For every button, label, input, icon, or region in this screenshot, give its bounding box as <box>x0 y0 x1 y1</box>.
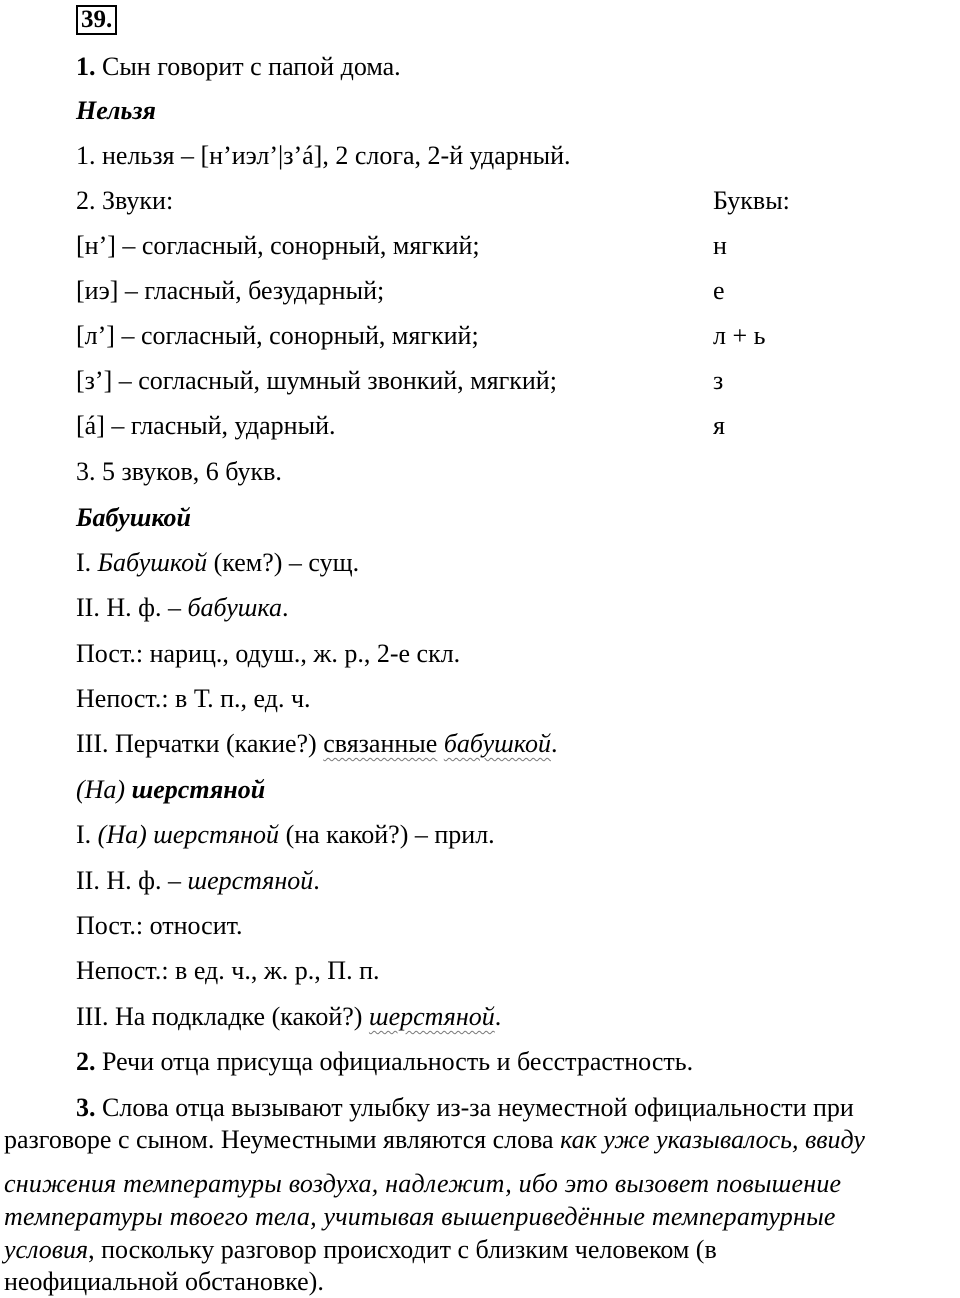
word-1-transcription: 1. нельзя – [н’иэл’|з’á], 2 слога, 2-й ударный. <box>76 141 571 170</box>
letters-label: Буквы: <box>713 186 790 215</box>
word-2-line-2: II. Н. ф. – бабушка. <box>76 593 289 622</box>
letter-cell: л + ь <box>713 321 766 350</box>
word-1-title <box>76 96 156 126</box>
item-3-line-6: неофициальной обстановке). <box>4 1267 324 1296</box>
exercise-number-badge: 39. <box>76 5 117 35</box>
word-3-line-5: III. На подкладке (какой?) шерстяной. <box>76 1002 502 1031</box>
item-3-line-3: снижения температуры воздуха, надлежит, ибо это вызовет повышение <box>4 1169 842 1198</box>
word-2-line-5: III. Перчатки (какие?) связанные бабушкой. <box>76 729 558 758</box>
item-3-line-2: разговоре с сыном. Неуместными являются слова как уже указывалось, ввиду <box>4 1125 865 1154</box>
word-3-line-1: I. (На) шерстяной (на какой?) – прил. <box>76 820 495 849</box>
word-2-line-1: I. Бабушкой (кем?) – сущ. <box>76 548 360 577</box>
sound-row: [з’] – согласный, шумный звонкий, мягкий; <box>76 366 557 395</box>
word-3-title: (На) шерстяной <box>76 775 266 804</box>
letter-cell: я <box>713 411 725 440</box>
word-3-line-3: Пост.: относит. <box>76 911 243 940</box>
word-2-line-3: Пост.: нариц., одуш., ж. р., 2-е скл. <box>76 639 461 668</box>
item-1-number: 1. <box>76 52 96 81</box>
word-2-title <box>76 503 191 533</box>
item-3-line-4: температуры твоего тела, учитывая вышеприведённые температурные <box>4 1202 836 1231</box>
letter-cell: е <box>713 276 725 305</box>
letter-cell: з <box>713 366 724 395</box>
word-3-line-4: Непост.: в ед. ч., ж. р., П. п. <box>76 956 380 985</box>
item-1-text: Сын говорит с папой дома. <box>95 52 401 81</box>
item-2: 2. Речи отца присуща официальность и бесстрастность. <box>76 1047 694 1076</box>
item-1 <box>76 52 401 82</box>
sound-row: [иэ] – гласный, безударный; <box>76 276 385 305</box>
sounds-label: 2. Звуки: <box>76 186 174 215</box>
item-3-line-1: 3. Слова отца вызывают улыбку из-за неуместной официальности при <box>76 1093 854 1122</box>
word-2-title-text: Бабушкой <box>76 503 191 532</box>
word-2-line-4: Непост.: в Т. п., ед. ч. <box>76 684 311 713</box>
sound-row: [л’] – согласный, сонорный, мягкий; <box>76 321 479 350</box>
word-1-summary: 3. 5 звуков, 6 букв. <box>76 457 282 486</box>
sound-row: [á] – гласный, ударный. <box>76 411 336 440</box>
letter-cell: н <box>713 231 727 260</box>
word-3-line-2: II. Н. ф. – шерстяной. <box>76 866 320 895</box>
item-3-line-5: условия, поскольку разговор происходит с близким человеком (в <box>4 1235 717 1264</box>
word-1-title-text: Нельзя <box>76 96 156 125</box>
sound-row: [н’] – согласный, сонорный, мягкий; <box>76 231 480 260</box>
